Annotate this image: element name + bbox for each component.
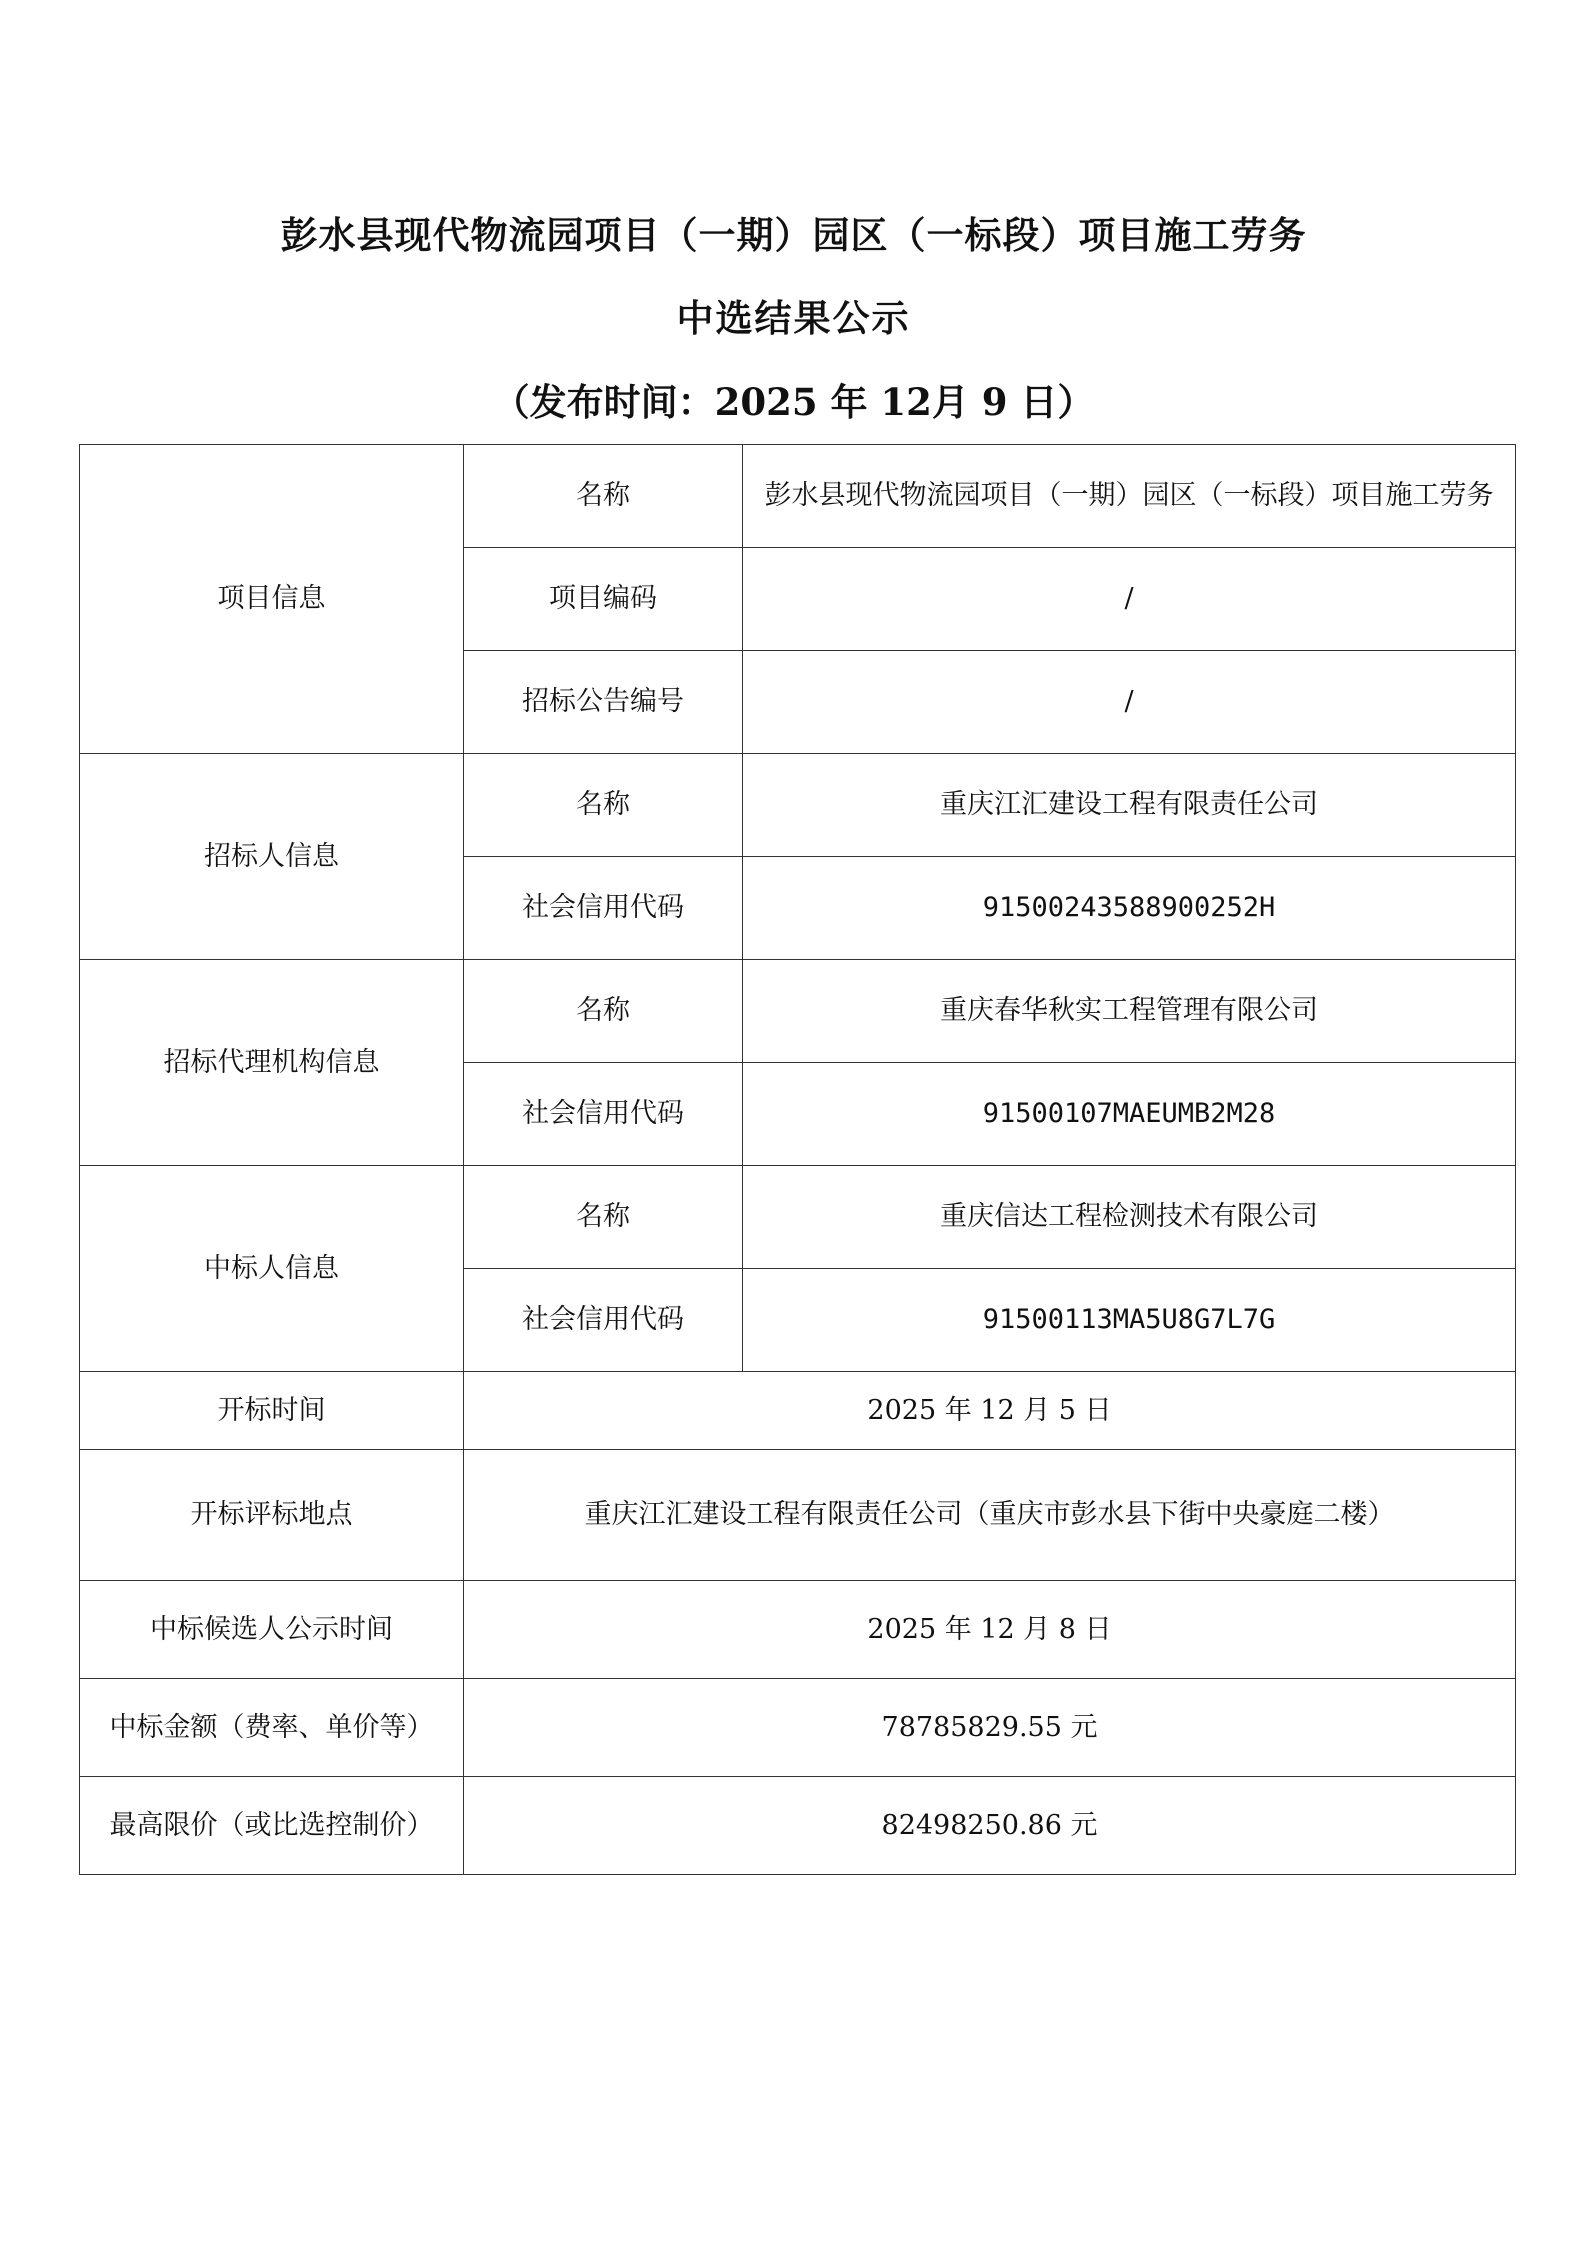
- table-row: [80, 1450, 1516, 1581]
- bid-opening-time-label: 开标时间: [80, 1372, 464, 1450]
- winner-info-label: 中标人信息: [80, 1166, 464, 1372]
- tenderer-name-label: 名称: [464, 754, 743, 857]
- max-price-label: 最高限价（或比选控制价）: [80, 1777, 464, 1875]
- table-row: [80, 1679, 1516, 1777]
- project-name-label: 名称: [464, 445, 743, 548]
- result-table: [79, 444, 1516, 1875]
- publish-date: （发布时间：2025 年 12月 9 日）: [492, 380, 1095, 424]
- table-row: [80, 445, 1516, 548]
- tenderer-credit-value: 91500243588900252H: [743, 857, 1516, 960]
- winner-name-value: 重庆信达工程检测技术有限公司: [743, 1166, 1516, 1269]
- agency-name-label: 名称: [464, 960, 743, 1063]
- tenderer-info-label: 招标人信息: [80, 754, 464, 960]
- agency-credit-value: 91500107MAEUMB2M28: [743, 1063, 1516, 1166]
- tenderer-name-value: 重庆江汇建设工程有限责任公司: [743, 754, 1516, 857]
- candidate-notice-value: 2025 年 12 月 8 日: [464, 1581, 1516, 1679]
- project-name-value: 彭水县现代物流园项目（一期）园区（一标段）项目施工劳务: [743, 445, 1516, 548]
- table-row: [80, 1166, 1516, 1269]
- notice-number-label: 招标公告编号: [464, 651, 743, 754]
- project-code-value: /: [743, 548, 1516, 651]
- bid-opening-time-value: 2025 年 12 月 5 日: [464, 1372, 1516, 1450]
- agency-name-value: 重庆春华秋实工程管理有限公司: [743, 960, 1516, 1063]
- table-row: [80, 754, 1516, 857]
- winning-amount-value: 78785829.55 元: [464, 1679, 1516, 1777]
- winning-amount-label: 中标金额（费率、单价等）: [80, 1679, 464, 1777]
- winner-credit-value: 91500113MA5U8G7L7G: [743, 1269, 1516, 1372]
- agency-credit-label: 社会信用代码: [464, 1063, 743, 1166]
- table-row: [80, 1581, 1516, 1679]
- document-subtitle: 中选结果公示: [676, 296, 911, 340]
- project-info-label: 项目信息: [80, 445, 464, 754]
- bid-opening-place-label: 开标评标地点: [80, 1450, 464, 1581]
- candidate-notice-label: 中标候选人公示时间: [80, 1581, 464, 1679]
- winner-name-label: 名称: [464, 1166, 743, 1269]
- bid-opening-place-value: 重庆江汇建设工程有限责任公司（重庆市彭水县下街中央豪庭二楼）: [464, 1450, 1516, 1581]
- notice-number-value: /: [743, 651, 1516, 754]
- table-row: [80, 960, 1516, 1063]
- table-row: [80, 1372, 1516, 1450]
- project-code-label: 项目编码: [464, 548, 743, 651]
- tenderer-credit-label: 社会信用代码: [464, 857, 743, 960]
- winner-credit-label: 社会信用代码: [464, 1269, 743, 1372]
- max-price-value: 82498250.86 元: [464, 1777, 1516, 1875]
- document-title: 彭水县现代物流园项目（一期）园区（一标段）项目施工劳务: [280, 213, 1307, 257]
- table-row: [80, 1777, 1516, 1875]
- agency-info-label: 招标代理机构信息: [80, 960, 464, 1166]
